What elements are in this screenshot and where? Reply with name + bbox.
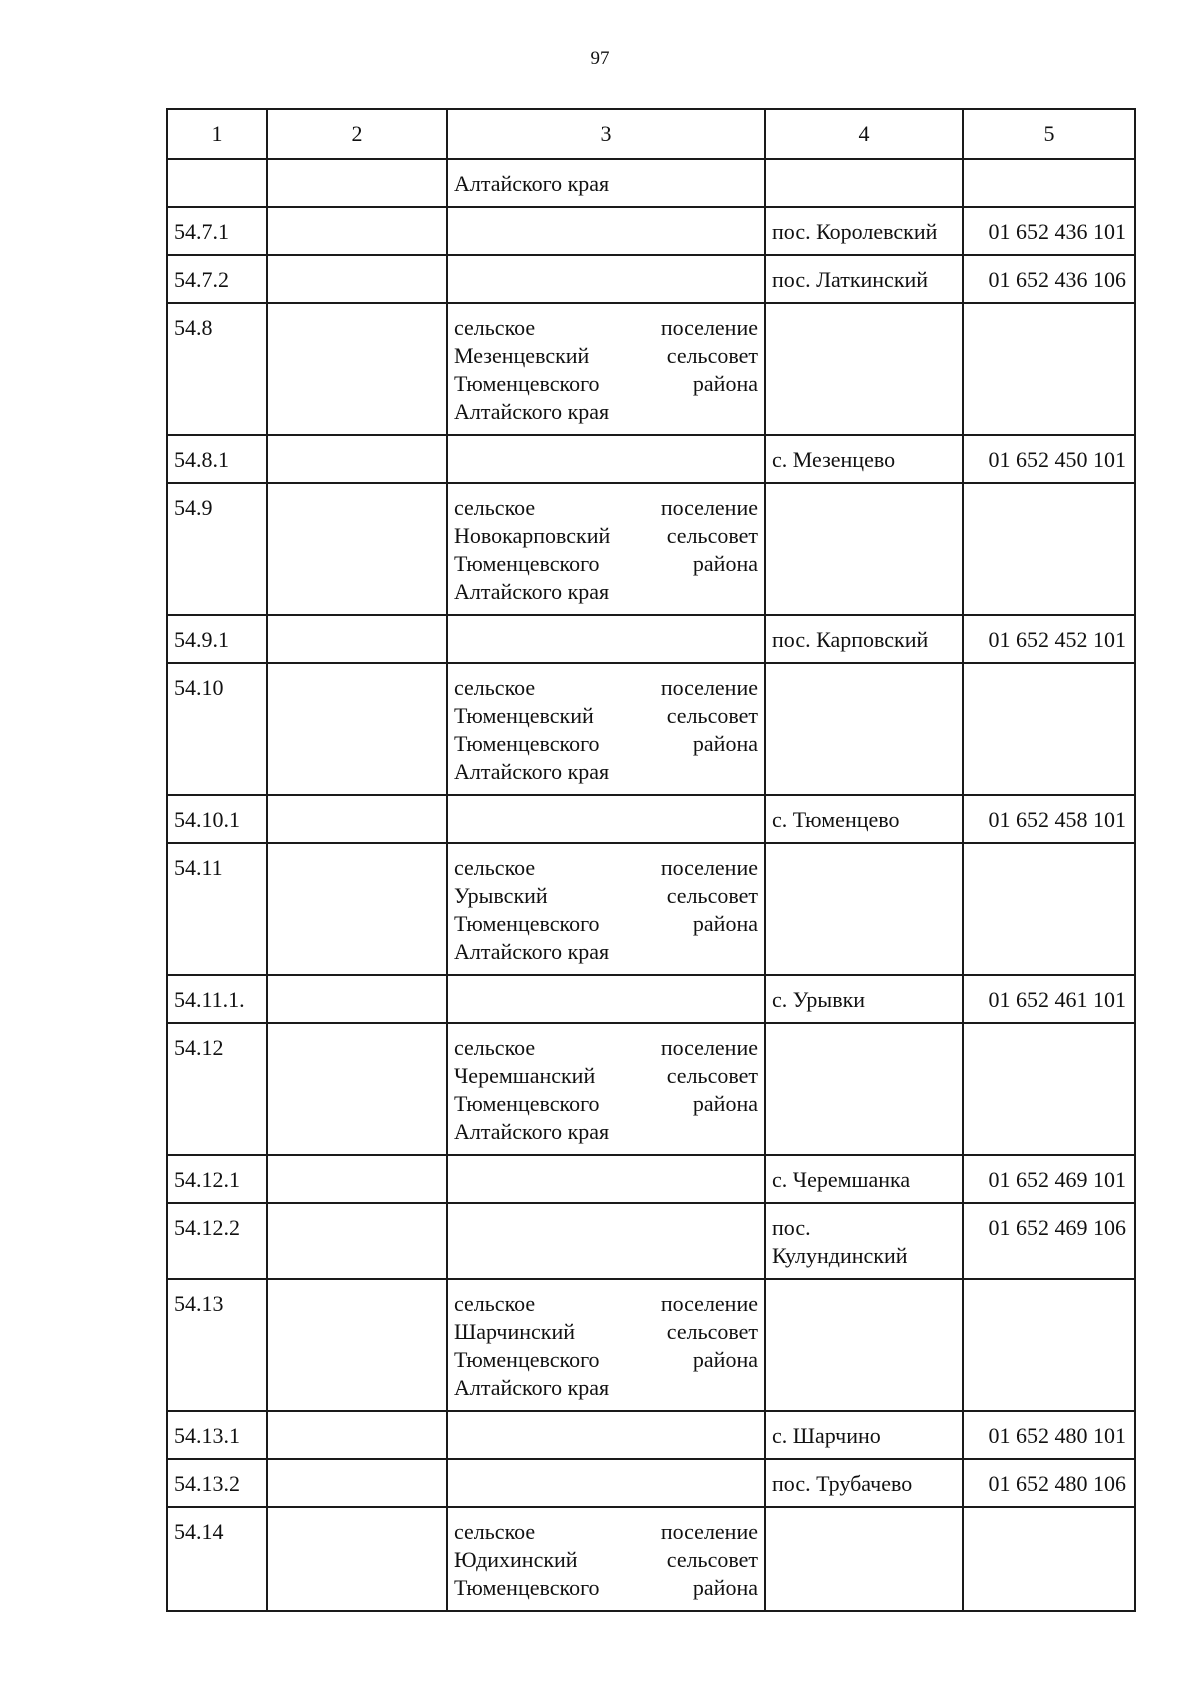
table-row [167,1459,1135,1507]
cell-code: 54.12 [167,1023,267,1155]
cell-code: 54.10 [167,663,267,795]
cell-okato-code: 01 652 461 101 [963,975,1135,1023]
cell-code: 54.14 [167,1507,267,1611]
table-row [167,1203,1135,1279]
cell-settlement-name [447,615,765,663]
cell-col-2 [267,1411,447,1459]
settlement-name-line: Алтайского края [454,939,610,964]
registry-table [166,108,1136,1612]
cell-settlement-name [447,255,765,303]
cell-locality [765,1507,963,1611]
header-col-2: 2 [267,109,447,159]
table-row [167,663,1135,795]
cell-code: 54.9.1 [167,615,267,663]
cell-locality [765,303,963,435]
cell-col-2 [267,1023,447,1155]
settlement-name-line: сельское поселение [454,1035,758,1060]
cell-okato-code [963,1279,1135,1411]
cell-code: 54.13.2 [167,1459,267,1507]
cell-okato-code: 01 652 480 106 [963,1459,1135,1507]
cell-locality: пос. Латкинский [765,255,963,303]
cell-code: 54.9 [167,483,267,615]
cell-settlement-name [447,663,765,795]
table-row [167,1411,1135,1459]
cell-locality [765,159,963,207]
cell-okato-code: 01 652 469 101 [963,1155,1135,1203]
cell-settlement-name [447,1155,765,1203]
cell-col-2 [267,795,447,843]
settlement-name-line: Тюменцевский сельсовет [454,703,758,728]
cell-settlement-name [447,975,765,1023]
table-row [167,1023,1135,1155]
cell-settlement-name [447,483,765,615]
settlement-name-line: Черемшанский сельсовет [454,1063,758,1088]
cell-settlement-name [447,795,765,843]
cell-locality [765,1279,963,1411]
cell-okato-code: 01 652 436 101 [963,207,1135,255]
cell-code: 54.11.1. [167,975,267,1023]
cell-col-2 [267,1507,447,1611]
cell-okato-code: 01 652 452 101 [963,615,1135,663]
cell-okato-code [963,843,1135,975]
header-col-5: 5 [963,109,1135,159]
settlement-name-line: Тюменцевского района [454,731,758,756]
cell-okato-code: 01 652 469 106 [963,1203,1135,1279]
cell-okato-code [963,159,1135,207]
settlement-name-line: Тюменцевского района [454,1347,758,1372]
cell-settlement-name [447,1411,765,1459]
cell-code: 54.13.1 [167,1411,267,1459]
settlement-name-line: Мезенцевский сельсовет [454,343,758,368]
header-row [167,109,1135,159]
table-row [167,795,1135,843]
cell-col-2 [267,975,447,1023]
cell-locality [765,663,963,795]
cell-okato-code [963,663,1135,795]
settlement-name-line: сельское поселение [454,1291,758,1316]
cell-okato-code: 01 652 458 101 [963,795,1135,843]
table-row [167,207,1135,255]
cell-okato-code: 01 652 436 106 [963,255,1135,303]
cell-col-2 [267,255,447,303]
header-col-1: 1 [167,109,267,159]
cell-locality: с. Тюменцево [765,795,963,843]
settlement-name-line: Урывский сельсовет [454,883,758,908]
cell-code: 54.7.2 [167,255,267,303]
cell-code: 54.10.1 [167,795,267,843]
table-row [167,159,1135,207]
settlement-name-line: Алтайского края [454,759,610,784]
locality-line: пос. [772,1215,811,1240]
cell-code: 54.11 [167,843,267,975]
cell-col-2 [267,435,447,483]
cell-col-2 [267,1459,447,1507]
cell-col-2 [267,615,447,663]
cell-settlement-name [447,1507,765,1611]
settlement-name-line: Алтайского края [454,399,610,424]
cell-settlement-name [447,1279,765,1411]
settlement-name-line: Тюменцевского района [454,1091,758,1116]
settlement-name-line: Тюменцевского района [454,371,758,396]
cell-col-2 [267,1279,447,1411]
cell-col-2 [267,483,447,615]
table-row [167,435,1135,483]
cell-okato-code: 01 652 480 101 [963,1411,1135,1459]
cell-locality: пос. Трубачево [765,1459,963,1507]
cell-okato-code [963,1023,1135,1155]
cell-code: 54.8 [167,303,267,435]
cell-locality: с. Черемшанка [765,1155,963,1203]
cell-col-2 [267,1155,447,1203]
settlement-name-line: Юдихинский сельсовет [454,1547,758,1572]
settlement-name-line: сельское поселение [454,855,758,880]
settlement-name-line: Тюменцевского района [454,551,758,576]
settlement-name-line: сельское поселение [454,1519,758,1544]
page-number: 97 [590,48,610,69]
table-row [167,975,1135,1023]
settlement-name-line: Новокарповский сельсовет [454,523,758,548]
settlement-name-line: Алтайского края [454,171,610,196]
cell-code [167,159,267,207]
cell-settlement-name [447,1459,765,1507]
settlement-name-line: Алтайского края [454,1119,610,1144]
cell-col-2 [267,159,447,207]
cell-locality [765,843,963,975]
settlement-name-line: Алтайского края [454,579,610,604]
cell-okato-code [963,303,1135,435]
header-col-4: 4 [765,109,963,159]
cell-col-2 [267,843,447,975]
table-row [167,483,1135,615]
cell-settlement-name [447,435,765,483]
cell-locality: с. Шарчино [765,1411,963,1459]
cell-locality [765,483,963,615]
settlement-name-line: Тюменцевского района [454,911,758,936]
cell-settlement-name [447,207,765,255]
table-row [167,1507,1135,1611]
cell-settlement-name [447,159,765,207]
cell-col-2 [267,1203,447,1279]
cell-settlement-name [447,1203,765,1279]
header-col-3: 3 [447,109,765,159]
cell-code: 54.12.2 [167,1203,267,1279]
settlement-name-line: Тюменцевского района [454,1575,758,1600]
settlement-name-line: сельское поселение [454,315,758,340]
cell-okato-code [963,1507,1135,1611]
settlement-name-line: сельское поселение [454,675,758,700]
cell-okato-code: 01 652 450 101 [963,435,1135,483]
cell-col-2 [267,663,447,795]
cell-locality: с. Урывки [765,975,963,1023]
settlement-name-line: Алтайского края [454,1375,610,1400]
table-body [167,159,1135,1611]
table-row [167,255,1135,303]
cell-col-2 [267,207,447,255]
locality-line: Кулундинский [772,1243,908,1268]
settlement-name-line: сельское поселение [454,495,758,520]
cell-code: 54.8.1 [167,435,267,483]
table-row [167,615,1135,663]
cell-locality: пос. Королевский [765,207,963,255]
cell-code: 54.12.1 [167,1155,267,1203]
cell-locality [765,1203,963,1279]
cell-code: 54.7.1 [167,207,267,255]
table-row [167,843,1135,975]
cell-locality: с. Мезенцево [765,435,963,483]
table-row [167,1279,1135,1411]
cell-col-2 [267,303,447,435]
cell-locality: пос. Карповский [765,615,963,663]
settlement-name-line: Шарчинский сельсовет [454,1319,758,1344]
cell-locality [765,1023,963,1155]
cell-settlement-name [447,1023,765,1155]
cell-okato-code [963,483,1135,615]
cell-settlement-name [447,303,765,435]
table-row [167,303,1135,435]
table-row [167,1155,1135,1203]
cell-code: 54.13 [167,1279,267,1411]
cell-settlement-name [447,843,765,975]
